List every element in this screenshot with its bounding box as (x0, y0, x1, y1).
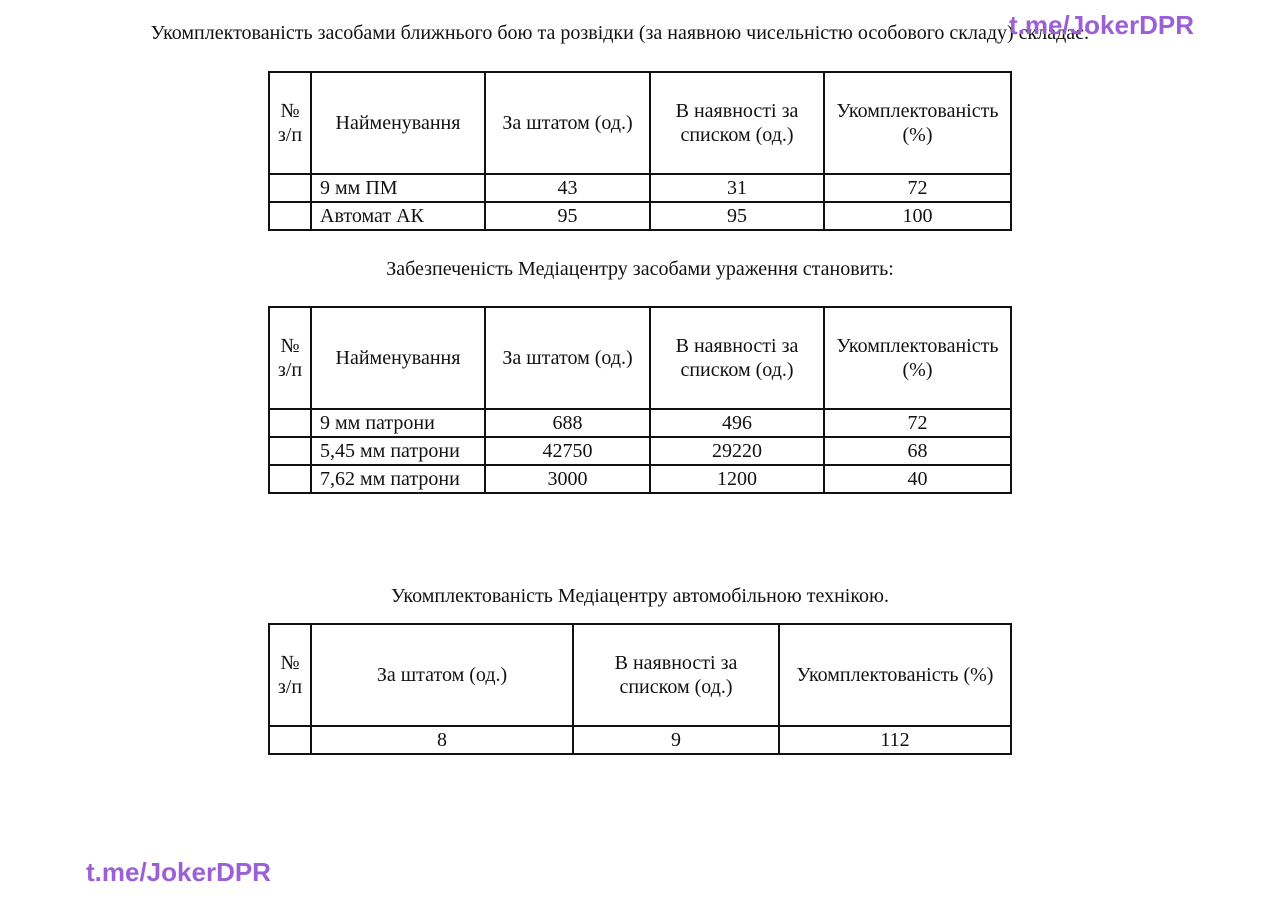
cell-available: 1200 (650, 465, 824, 493)
cell-percent: 112 (779, 726, 1011, 754)
cell-num (269, 174, 311, 202)
cell-staff: 42750 (485, 437, 650, 465)
header-row (269, 307, 1011, 409)
cell-name: 9 мм ПМ (311, 174, 485, 202)
ammo-caption: Забезпеченість Медіацентру засобами ураження становить: (386, 258, 894, 280)
header-name: Найменування (311, 307, 485, 409)
table-row (269, 465, 1011, 493)
cell-available: 496 (650, 409, 824, 437)
cell-name: 9 мм патрони (311, 409, 485, 437)
ammo-table (268, 306, 1012, 494)
cell-staff: 43 (485, 174, 650, 202)
intro-text: Укомплектованість засобами ближнього бою та розвідки (за наявною чисельністю особового складу) складає: (150, 22, 1090, 44)
vehicles-table (268, 623, 1012, 755)
cell-available: 95 (650, 202, 824, 230)
cell-name: 7,62 мм патрони (311, 465, 485, 493)
header-completeness: Укомплектованість (%) (779, 624, 1011, 726)
header-completeness: Укомплектованість (%) (824, 72, 1011, 174)
table-row (269, 174, 1011, 202)
cell-num (269, 202, 311, 230)
header-name: Найменування (311, 72, 485, 174)
header-available: В наявності за списком (од.) (650, 307, 824, 409)
cell-percent: 72 (824, 174, 1011, 202)
header-row (269, 624, 1011, 726)
cell-staff: 688 (485, 409, 650, 437)
header-num: № з/п (269, 624, 311, 726)
header-staff: За штатом (од.) (311, 624, 573, 726)
cell-staff: 95 (485, 202, 650, 230)
cell-name: 5,45 мм патрони (311, 437, 485, 465)
table-row (269, 202, 1011, 230)
cell-percent: 68 (824, 437, 1011, 465)
cell-percent: 40 (824, 465, 1011, 493)
cell-num (269, 409, 311, 437)
header-num: № з/п (269, 72, 311, 174)
cell-percent: 72 (824, 409, 1011, 437)
header-num: № з/п (269, 307, 311, 409)
header-staff: За штатом (од.) (485, 307, 650, 409)
vehicles-caption: Укомплектованість Медіацентру автомобільною технікою. (391, 585, 889, 607)
cell-available: 31 (650, 174, 824, 202)
watermark-top: t.me/JokerDPR (1009, 10, 1194, 40)
header-completeness: Укомплектованість (%) (824, 307, 1011, 409)
cell-available: 9 (573, 726, 779, 754)
header-staff: За штатом (од.) (485, 72, 650, 174)
cell-num (269, 437, 311, 465)
table-row (269, 437, 1011, 465)
table-row (269, 726, 1011, 754)
cell-num (269, 465, 311, 493)
cell-percent: 100 (824, 202, 1011, 230)
header-available: В наявності за списком (од.) (573, 624, 779, 726)
watermark-bottom: t.me/JokerDPR (86, 857, 271, 887)
cell-name: Автомат АК (311, 202, 485, 230)
header-available: В наявності за списком (од.) (650, 72, 824, 174)
cell-num (269, 726, 311, 754)
cell-staff: 3000 (485, 465, 650, 493)
small-arms-table (268, 71, 1012, 231)
table-row (269, 409, 1011, 437)
cell-staff: 8 (311, 726, 573, 754)
header-row (269, 72, 1011, 174)
cell-available: 29220 (650, 437, 824, 465)
